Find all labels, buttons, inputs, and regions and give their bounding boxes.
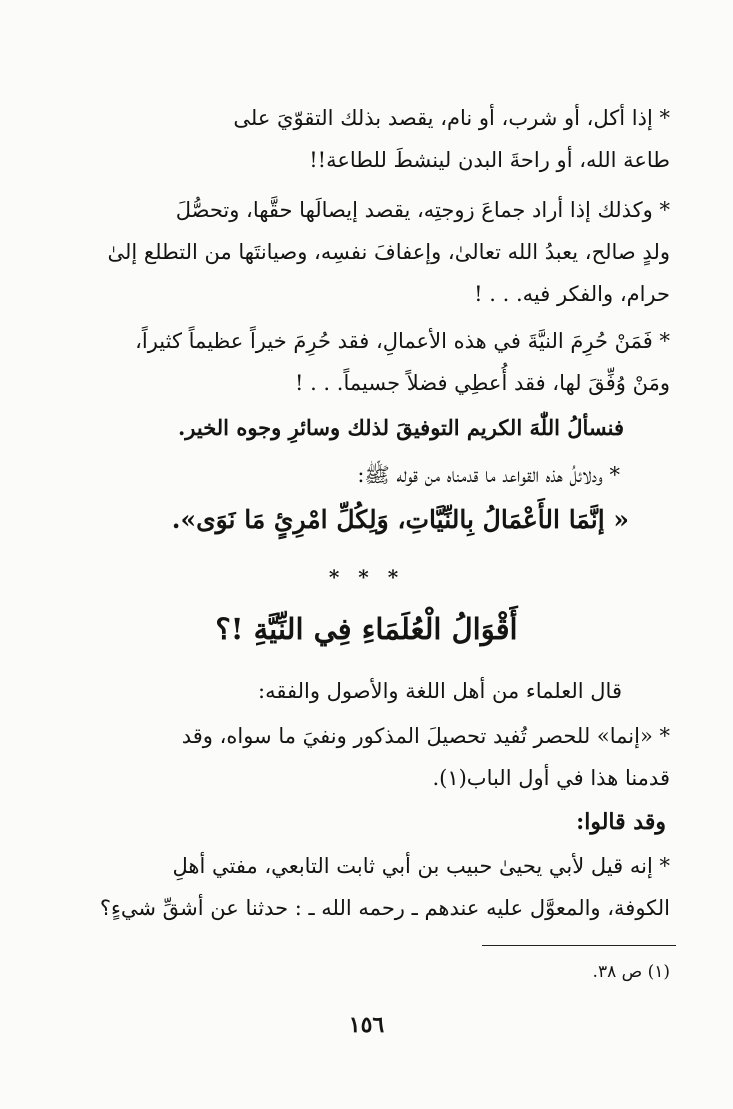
paragraph-7-line-2: قدمنا هذا في أول الباب(١). [432,766,670,790]
section-heading: أَقْوَالُ الْعُلَمَاءِ فِي النِّيَّةِ !؟ [215,612,518,646]
paragraph-8-line-2: الكوفة، والمعوَّل عليه عندهم ـ رحمه الله ـ : حدثنا عن أشقِّ شيءٍ؟ [99,896,670,920]
paragraph-3-line-2: ومَنْ وُفِّقَ لها، فقد أُعطِي فضلاً جسيماً. . . ! [294,371,670,395]
supplication-line: فنسألُ اللّٰهَ الكريم التوفيقَ لذلك وسائرِ وجوه الخير. [177,415,624,440]
paragraph-8-line-1: * إنه قيل لأبي يحيىٰ حبيب بن أبي ثابت التابعي، مفتي أهلِ [172,854,670,878]
paragraph-2-line-1: * وكذلك إذا أراد جماعَ زوجتِه، يقصد إيصالَها حقَّها، وتحصُّلَ [175,198,670,222]
evidence-intro-line: * ودلائلُ هذه القواعد ما قدمناه من قوله ﷺ: [357,463,620,487]
footnote-divider [482,945,676,946]
paragraph-2-line-2: ولدٍ صالح، يعبدُ الله تعالىٰ، وإعفافَ نفسِه، وصيانتَها من التطلع إلىٰ [107,240,670,264]
page-number: ١٥٦ [348,1012,385,1038]
paragraph-1-line-1: * إذا أكل، أو شرب، أو نام، يقصد بذلك التقوّيَ على [233,106,670,130]
section-separator: * * * [328,565,405,589]
paragraph-6: قال العلماء من أهل اللغة والأصول والفقه: [258,679,622,703]
paragraph-7-line-1: * «إنما» للحصر تُفيد تحصيلَ المذكور ونفيَ ما سواه، وقد [181,724,670,748]
paragraph-1-line-2: طاعة الله، أو راحةَ البدن لينشطَ للطاعة!! [309,148,670,172]
hadith-text: « إنَّمَا الأَعْمَالُ بِالنِّيَّاتِ، وَلِكُلِّ امْرِئٍ مَا نَوَى». [171,505,629,534]
subheading: وقد قالوا: [576,809,666,835]
paragraph-3-line-1: * فَمَنْ حُرِمَ النيَّةَ في هذه الأعمالِ، فقد حُرِمَ خيراً عظيماً كثيراً، [135,329,670,353]
paragraph-2-line-3: حرام، والفكر فيه. . . ! [474,282,670,306]
footnote: (١) ص ٣٨. [592,962,670,982]
